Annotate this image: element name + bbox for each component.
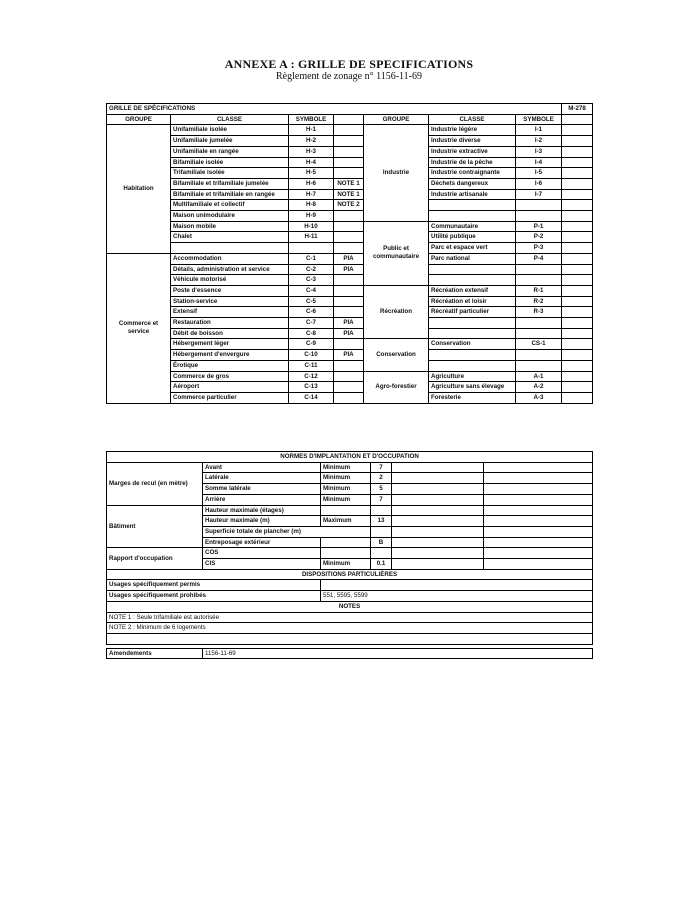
note-cell — [334, 392, 364, 403]
note-cell: PIA — [334, 264, 364, 275]
note-cell — [562, 318, 593, 329]
note-cell — [334, 232, 364, 243]
classe-cell: Utilité publique — [429, 232, 516, 243]
classe-cell: Récréatif particulier — [429, 307, 516, 318]
note-cell — [334, 168, 364, 179]
norme-empty — [484, 559, 593, 570]
classe-cell — [171, 243, 289, 254]
norme-item: Hauteur maximale (étages) — [203, 505, 321, 516]
symbole-cell: C-1 — [289, 253, 334, 264]
symbole-cell: H-7 — [289, 189, 334, 200]
classe-cell — [429, 350, 516, 361]
symbole-cell: C-14 — [289, 392, 334, 403]
note-cell — [562, 264, 593, 275]
norme-value: 13 — [371, 516, 392, 527]
normes-table — [106, 451, 593, 659]
note-cell — [562, 157, 593, 168]
symbole-cell: C-7 — [289, 318, 334, 329]
header-note-right — [562, 114, 593, 125]
notes-empty-row — [107, 633, 593, 644]
norme-qualifier: Minimum — [321, 494, 371, 505]
symbole-cell: H-2 — [289, 136, 334, 147]
note-cell — [562, 339, 593, 350]
table-row — [107, 275, 593, 286]
note-cell — [334, 136, 364, 147]
classe-cell: Hébergement d'envergure — [171, 350, 289, 361]
classe-cell: Maison mobile — [171, 221, 289, 232]
note-cell — [562, 253, 593, 264]
classe-cell: Bifamiliale et trifamiliale jumelée — [171, 178, 289, 189]
classe-cell: Industrie contraignante — [429, 168, 516, 179]
note-cell — [562, 189, 593, 200]
classe-cell — [429, 275, 516, 286]
classe-cell — [429, 318, 516, 329]
table-row — [107, 168, 593, 179]
norme-value: 0.1 — [371, 559, 392, 570]
norme-value: 7 — [371, 462, 392, 473]
note-cell — [562, 382, 593, 393]
norme-empty — [484, 548, 593, 559]
note-cell — [562, 296, 593, 307]
symbole-cell: I-7 — [516, 189, 562, 200]
table-row — [107, 243, 593, 254]
classe-cell: Aéroport — [171, 382, 289, 393]
note-cell — [562, 243, 593, 254]
group-industrie: Industrie — [364, 125, 429, 221]
norme-value — [371, 505, 392, 516]
table-row — [107, 350, 593, 361]
norme-item: Entreposage extérieur — [203, 537, 321, 548]
group-commerce: Commerce et service — [107, 253, 171, 403]
symbole-cell — [516, 211, 562, 222]
dispositions-title: DISPOSITIONS PARTICULIÈRES — [107, 569, 593, 580]
table-row — [107, 580, 593, 591]
note-cell — [562, 360, 593, 371]
table-row — [107, 318, 593, 329]
table-row — [107, 221, 593, 232]
table-row — [107, 371, 593, 382]
note-cell — [334, 146, 364, 157]
norme-qualifier — [321, 537, 371, 548]
note-2: NOTE 2 : Minimum de 6 logements — [107, 623, 593, 634]
classe-cell: Unifamiliale isolée — [171, 125, 289, 136]
document-subtitle: Règlement de zonage n° 1156-11-69 — [276, 71, 422, 82]
classe-cell: Unifamiliale en rangée — [171, 146, 289, 157]
note-cell — [334, 221, 364, 232]
symbole-cell: P-4 — [516, 253, 562, 264]
specification-grid — [106, 103, 593, 404]
symbole-cell: H-1 — [289, 125, 334, 136]
symbole-cell — [516, 350, 562, 361]
classe-cell: Parc national — [429, 253, 516, 264]
group-agro: Agro-forestier — [364, 371, 429, 403]
table-row — [107, 125, 593, 136]
normes-title: NORMES D'IMPLANTATION ET D'OCCUPATION — [107, 452, 593, 463]
group-conservation: Conservation — [364, 339, 429, 371]
norme-value: 2 — [371, 473, 392, 484]
symbole-cell: CS-1 — [516, 339, 562, 350]
group-recreation: Récréation — [364, 285, 429, 339]
classe-cell: Agriculture — [429, 371, 516, 382]
norme-empty — [484, 526, 593, 537]
table-row — [107, 591, 593, 602]
usages-permis-value — [321, 580, 593, 591]
table-row — [107, 548, 593, 559]
table-row — [107, 146, 593, 157]
header-classe-right: CLASSE — [429, 114, 516, 125]
norme-empty — [392, 473, 484, 484]
classe-cell: Chalet — [171, 232, 289, 243]
symbole-cell: P-1 — [516, 221, 562, 232]
classe-cell — [429, 264, 516, 275]
grid-title: GRILLE DE SPÉCIFICATIONS — [107, 104, 562, 115]
classe-cell: Unifamiliale jumelée — [171, 136, 289, 147]
note-cell — [334, 371, 364, 382]
table-row — [107, 392, 593, 403]
symbole-cell: C-5 — [289, 296, 334, 307]
table-row — [107, 505, 593, 516]
note-cell — [562, 168, 593, 179]
symbole-cell — [516, 360, 562, 371]
classe-cell — [429, 360, 516, 371]
table-row — [107, 307, 593, 318]
amendements-value: 1156-11-69 — [203, 648, 593, 659]
norme-value: B — [371, 537, 392, 548]
table-row — [107, 382, 593, 393]
norme-empty — [392, 548, 484, 559]
table-row — [107, 285, 593, 296]
classe-cell: Restauration — [171, 318, 289, 329]
header-symbole-left: SYMBOLE — [289, 114, 334, 125]
classe-cell: Industrie légère — [429, 125, 516, 136]
table-row — [107, 296, 593, 307]
symbole-cell: R-3 — [516, 307, 562, 318]
table-row — [107, 157, 593, 168]
norme-qualifier: Minimum — [321, 484, 371, 495]
group-public: Public et communautaire — [364, 221, 429, 285]
table-row — [107, 211, 593, 222]
symbole-cell: C-6 — [289, 307, 334, 318]
document-title: ANNEXE A : GRILLE DE SPECIFICATIONS — [224, 57, 474, 71]
note-cell — [562, 392, 593, 403]
symbole-cell — [516, 200, 562, 211]
note-cell — [562, 211, 593, 222]
usages-prohibes-value: 551, 5595, 5599 — [321, 591, 593, 602]
symbole-cell: I-3 — [516, 146, 562, 157]
norme-item: Arrière — [203, 494, 321, 505]
symbole-cell — [516, 275, 562, 286]
symbole-cell — [516, 318, 562, 329]
symbole-cell — [516, 264, 562, 275]
note-cell — [562, 285, 593, 296]
norme-item: Hauteur maximale (m) — [203, 516, 321, 527]
symbole-cell: I-1 — [516, 125, 562, 136]
note-cell — [562, 200, 593, 211]
note-cell: PIA — [334, 318, 364, 329]
symbole-cell: H-6 — [289, 178, 334, 189]
norme-item: CIS — [203, 559, 321, 570]
norme-value: 7 — [371, 494, 392, 505]
table-row — [107, 264, 593, 275]
norme-empty — [484, 473, 593, 484]
note-cell — [334, 296, 364, 307]
symbole-cell: C-3 — [289, 275, 334, 286]
norme-qualifier: Minimum — [321, 462, 371, 473]
norme-qualifier: Maximum — [321, 516, 371, 527]
classe-cell: Extensif — [171, 307, 289, 318]
norme-qualifier: Minimum — [321, 473, 371, 484]
note-cell: NOTE 2 — [334, 200, 364, 211]
classe-cell: Maison unimodulaire — [171, 211, 289, 222]
note-cell: PIA — [334, 328, 364, 339]
symbole-cell: A-1 — [516, 371, 562, 382]
note-cell — [334, 307, 364, 318]
classe-cell — [429, 200, 516, 211]
note-cell — [334, 243, 364, 254]
norme-empty — [392, 537, 484, 548]
norme-empty — [392, 526, 484, 537]
table-row — [107, 339, 593, 350]
note-cell — [334, 211, 364, 222]
note-cell — [562, 178, 593, 189]
symbole-cell: A-3 — [516, 392, 562, 403]
classe-cell: Parc et espace vert — [429, 243, 516, 254]
symbole-cell: C-11 — [289, 360, 334, 371]
symbole-cell: I-2 — [516, 136, 562, 147]
norme-empty — [484, 494, 593, 505]
note-cell — [562, 146, 593, 157]
symbole-cell: C-4 — [289, 285, 334, 296]
classe-cell: Érotique — [171, 360, 289, 371]
note-cell — [562, 275, 593, 286]
classe-cell: Agriculture sans élevage — [429, 382, 516, 393]
table-row — [107, 462, 593, 473]
symbole-cell: H-3 — [289, 146, 334, 157]
norme-empty — [484, 505, 593, 516]
note-cell: PIA — [334, 253, 364, 264]
table-row — [107, 253, 593, 264]
symbole-cell: R-2 — [516, 296, 562, 307]
notes-title: NOTES — [107, 601, 593, 612]
note-cell — [562, 350, 593, 361]
note-cell: NOTE 1 — [334, 178, 364, 189]
classe-cell: Déchets dangereux — [429, 178, 516, 189]
norme-item: Avant — [203, 462, 321, 473]
note-cell — [334, 339, 364, 350]
symbole-cell: C-10 — [289, 350, 334, 361]
symbole-cell — [516, 328, 562, 339]
classe-cell: Bifamiliale isolée — [171, 157, 289, 168]
classe-cell: Industrie extractive — [429, 146, 516, 157]
norme-empty — [484, 537, 593, 548]
classe-cell: Industrie diverse — [429, 136, 516, 147]
note-1: NOTE 1 : Seule trifamiliale est autorisée — [107, 612, 593, 623]
note-cell — [562, 136, 593, 147]
classe-cell — [429, 328, 516, 339]
symbole-cell: P-2 — [516, 232, 562, 243]
classe-cell — [429, 211, 516, 222]
symbole-cell — [289, 243, 334, 254]
note-cell — [562, 307, 593, 318]
norme-value — [371, 548, 392, 559]
group-habitation: Habitation — [107, 125, 171, 253]
note-cell — [562, 328, 593, 339]
header-groupe-left: GROUPE — [107, 114, 171, 125]
norme-empty — [392, 559, 484, 570]
norme-empty — [392, 494, 484, 505]
note-cell — [562, 232, 593, 243]
classe-cell: Industrie de la pêche — [429, 157, 516, 168]
symbole-cell: H-8 — [289, 200, 334, 211]
table-row — [107, 328, 593, 339]
classe-cell: Industrie artisanale — [429, 189, 516, 200]
norme-item: Latérale — [203, 473, 321, 484]
norme-empty — [484, 516, 593, 527]
classe-cell: Foresterie — [429, 392, 516, 403]
norme-item: Somme latérale — [203, 484, 321, 495]
norme-item: Superficie totale de plancher (m) — [203, 526, 371, 537]
symbole-cell: I-6 — [516, 178, 562, 189]
symbole-cell: P-3 — [516, 243, 562, 254]
symbole-cell: C-13 — [289, 382, 334, 393]
norme-value: 5 — [371, 484, 392, 495]
norme-empty — [392, 462, 484, 473]
classe-cell: Multifamiliale et collectif — [171, 200, 289, 211]
note-cell — [334, 157, 364, 168]
norme-empty — [392, 484, 484, 495]
table-row — [107, 232, 593, 243]
note-cell: NOTE 1 — [334, 189, 364, 200]
classe-cell: Poste d'essence — [171, 285, 289, 296]
note-cell: PIA — [334, 350, 364, 361]
symbole-cell: R-1 — [516, 285, 562, 296]
note-cell — [334, 360, 364, 371]
symbole-cell: H-10 — [289, 221, 334, 232]
norme-qualifier: Minimum — [321, 559, 371, 570]
symbole-cell: C-9 — [289, 339, 334, 350]
note-cell — [562, 221, 593, 232]
symbole-cell: C-2 — [289, 264, 334, 275]
batiment-label: Bâtiment — [107, 505, 203, 548]
norme-empty — [484, 484, 593, 495]
symbole-cell: H-4 — [289, 157, 334, 168]
amendements-label: Amendements — [107, 648, 203, 659]
table-row — [107, 178, 593, 189]
grid-code: M-278 — [562, 104, 593, 115]
header-symbole-right: SYMBOLE — [516, 114, 562, 125]
classe-cell: Détails, administration et service — [171, 264, 289, 275]
table-row — [107, 189, 593, 200]
header-classe-left: CLASSE — [171, 114, 289, 125]
table-row — [107, 360, 593, 371]
classe-cell: Communautaire — [429, 221, 516, 232]
symbole-cell: H-5 — [289, 168, 334, 179]
symbole-cell: I-4 — [516, 157, 562, 168]
usages-permis-label: Usages spécifiquement permis — [107, 580, 321, 591]
classe-cell: Trifamiliale isolée — [171, 168, 289, 179]
table-row — [107, 136, 593, 147]
norme-empty — [392, 516, 484, 527]
note-cell — [334, 285, 364, 296]
classe-cell: Commerce particulier — [171, 392, 289, 403]
norme-empty — [484, 462, 593, 473]
norme-item: COS — [203, 548, 321, 559]
symbole-cell: C-12 — [289, 371, 334, 382]
header-groupe-right: GROUPE — [364, 114, 429, 125]
classe-cell: Véhicule motorisé — [171, 275, 289, 286]
table-row — [107, 200, 593, 211]
norme-qualifier — [321, 505, 371, 516]
norme-empty — [392, 505, 484, 516]
classe-cell: Station-service — [171, 296, 289, 307]
symbole-cell: H-11 — [289, 232, 334, 243]
symbole-cell: A-2 — [516, 382, 562, 393]
classe-cell: Débit de boisson — [171, 328, 289, 339]
classe-cell: Conservation — [429, 339, 516, 350]
symbole-cell: I-5 — [516, 168, 562, 179]
note-cell — [334, 125, 364, 136]
classe-cell: Hébergement léger — [171, 339, 289, 350]
table-row — [107, 648, 593, 659]
norme-value — [371, 526, 392, 537]
classe-cell: Accommodation — [171, 253, 289, 264]
note-cell — [562, 371, 593, 382]
note-cell — [334, 275, 364, 286]
usages-prohibes-label: Usages spécifiquement prohibés — [107, 591, 321, 602]
classe-cell: Commerce de gros — [171, 371, 289, 382]
header-note-left — [334, 114, 364, 125]
classe-cell: Bifamiliale et trifamiliale en rangée — [171, 189, 289, 200]
marges-label: Marges de recul (en mètre) — [107, 462, 203, 505]
classe-cell: Récréation extensif — [429, 285, 516, 296]
norme-qualifier — [321, 548, 371, 559]
classe-cell: Récréation et loisir — [429, 296, 516, 307]
symbole-cell: C-8 — [289, 328, 334, 339]
note-cell — [562, 125, 593, 136]
note-cell — [334, 382, 364, 393]
rapport-label: Rapport d'occupation — [107, 548, 203, 569]
symbole-cell: H-9 — [289, 211, 334, 222]
